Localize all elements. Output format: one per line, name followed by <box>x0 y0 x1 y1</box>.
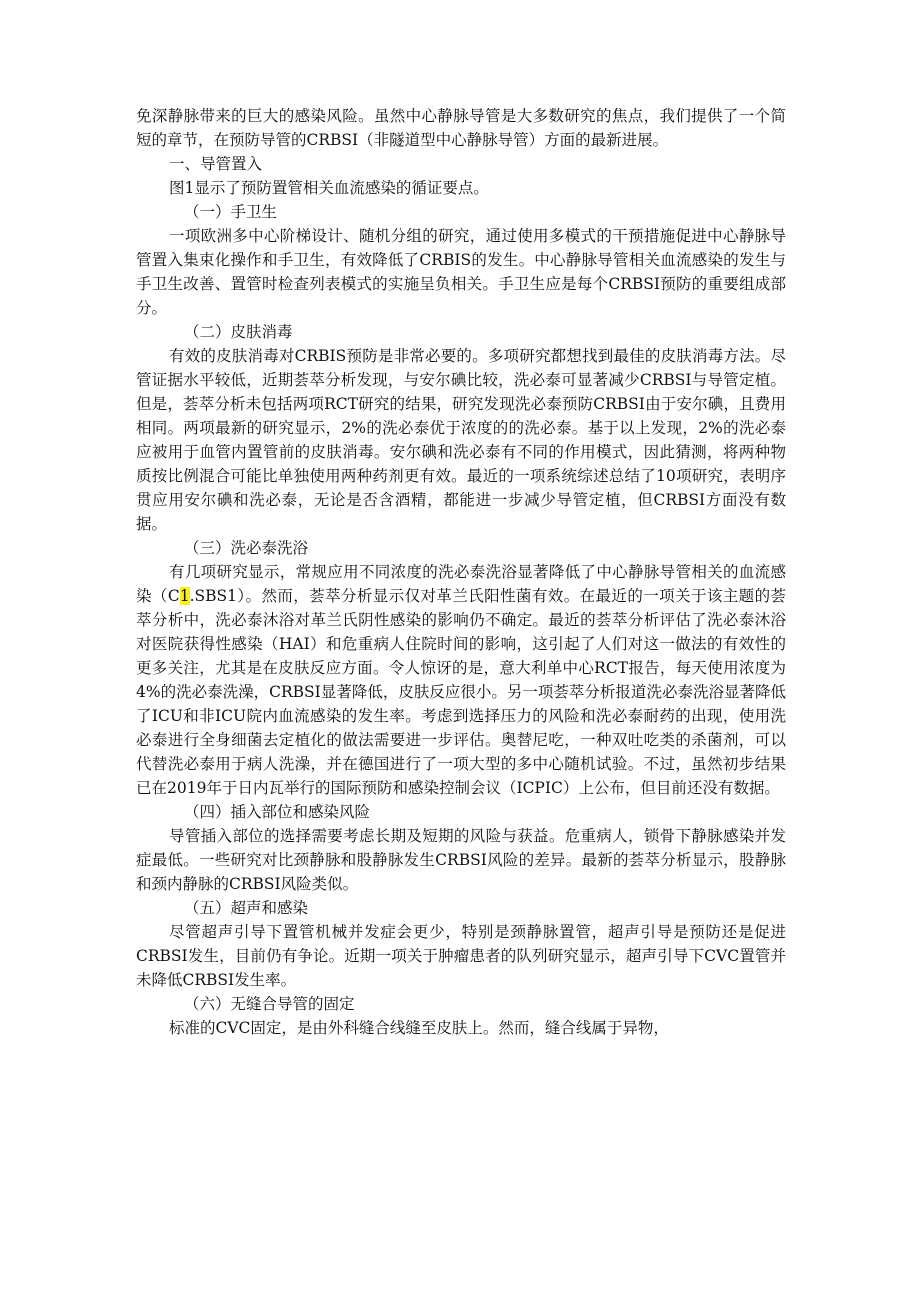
subheading-chlorhexidine-bathing: （三）洗必泰洗浴 <box>184 539 309 557</box>
paragraph-hand-hygiene: 一项欧洲多中心阶梯设计、随机分组的研究，通过使用多模式的干预措施促进中心静脉导管置入集束化操作和手卫生，有效降低了CRBIS的发生。中心静脉导管相关血流感染的发生与手卫生改善、置管时检查列表模式的实施呈负相关。手卫生应是每个CRBSI预防的重要组成部分。 <box>136 227 786 317</box>
subheading-hand-hygiene: （一）手卫生 <box>184 203 278 221</box>
paragraph-continuation: 免深静脉带来的巨大的感染风险。虽然中心静脉导管是大多数研究的焦点，我们提供了一个简短的章节，在预防导管的CRBSI（非隧道型中心静脉导管）方面的最新进展。 <box>136 107 786 149</box>
section-heading-catheter-insertion: 一、导管置入 <box>169 155 263 173</box>
document-page <box>136 104 786 1040</box>
subheading-insertion-site: （四）插入部位和感染风险 <box>184 803 371 821</box>
paragraph-ultrasound: 尽管超声引导下置管机械并发症会更少，特别是颈静脉置管，超声引导是预防还是促进CRBSI发生，目前仍有争论。近期一项关于肿瘤患者的队列研究显示，超声引导下CVC置管并未降低CRBSI发生率。 <box>136 923 786 989</box>
subheading-ultrasound: （五）超声和感染 <box>184 899 309 917</box>
paragraph-chlorhexidine-bathing <box>136 560 786 800</box>
text-segment: .SBS1）。然而，荟萃分析显示仅对革兰氏阳性菌有效。在最近的一项关于该主题的荟萃分析中，洗必泰沐浴对革兰氏阴性感染的影响仍不确定。最近的荟萃分析评估了洗必泰沐浴对医院获得性感染（HAI）和危重病人住院时间的影响，这引起了人们对这一做法的有效性的更多关注，尤其是在皮肤反应方面。令人惊讶的是，意大利单中心RCT报告，每天使用浓度为4%的洗必泰洗澡，CRBSI显著降低，皮肤反应很小。另一项荟萃分析报道洗必泰洗浴显著降低了ICU和非ICU院内血流感染的发生率。考虑到选择压力的风险和洗必泰耐药的出现，使用洗必泰进行全身细菌去定植化的做法需要进一步评估。奥替尼吃，一种双吐吃类的杀菌剂，可以代替洗必泰用于病人洗澡，并在德国进行了一项大型的多中心随机试验。不过，虽然初步结果已在2019年于日内瓦举行的国际预防和感染控制会议（ICPIC）上公布，但目前还没有数据。 <box>136 587 786 797</box>
paragraph-figure-reference: 图1显示了预防置管相关血流感染的循证要点。 <box>169 179 489 197</box>
paragraph-skin-disinfection: 有效的皮肤消毒对CRBIS预防是非常必要的。多项研究都想找到最佳的皮肤消毒方法。尽管证据水平较低，近期荟萃分析发现，与安尔碘比较，洗必泰可显著减少CRBSI与导管定植。但是，荟萃分析未包括两项RCT研究的结果，研究发现洗必泰预防CRBSI由于安尔碘，且费用相同。两项最新的研究显示，2%的洗必泰优于浓度的的洗必泰。基于以上发现，2%的洗必泰应被用于血管内置管前的皮肤消毒。安尔碘和洗必泰有不同的作用模式，因此猜测，将两种物质按比例混合可能比单独使用两种药剂更有效。最近的一项系统综述总结了10项研究，表明序贯应用安尔碘和洗必泰，无论是否含酒精，都能进一步减少导管定植，但CRBSI方面没有数据。 <box>136 347 786 533</box>
paragraph-insertion-site: 导管插入部位的选择需要考虑长期及短期的风险与获益。危重病人，锁骨下静脉感染并发症最低。一些研究对比颈静脉和股静脉发生CRBSI风险的差异。最新的荟萃分析显示，股静脉和颈内静脉的CRBSI风险类似。 <box>136 827 786 893</box>
paragraph-sutureless-fixation: 标准的CVC固定，是由外科缝合线缝至皮肤上。然而，缝合线属于异物， <box>169 1019 669 1037</box>
subheading-sutureless-fixation: （六）无缝合导管的固定 <box>184 995 355 1013</box>
text-segment: 有几项研究显示，常规应用不同浓度的洗必泰洗浴显著降低了中心静脉导管相关的血流感染（C <box>136 563 786 605</box>
highlighted-mark: 1 <box>179 587 190 605</box>
subheading-skin-disinfection: （二）皮肤消毒 <box>184 323 293 341</box>
